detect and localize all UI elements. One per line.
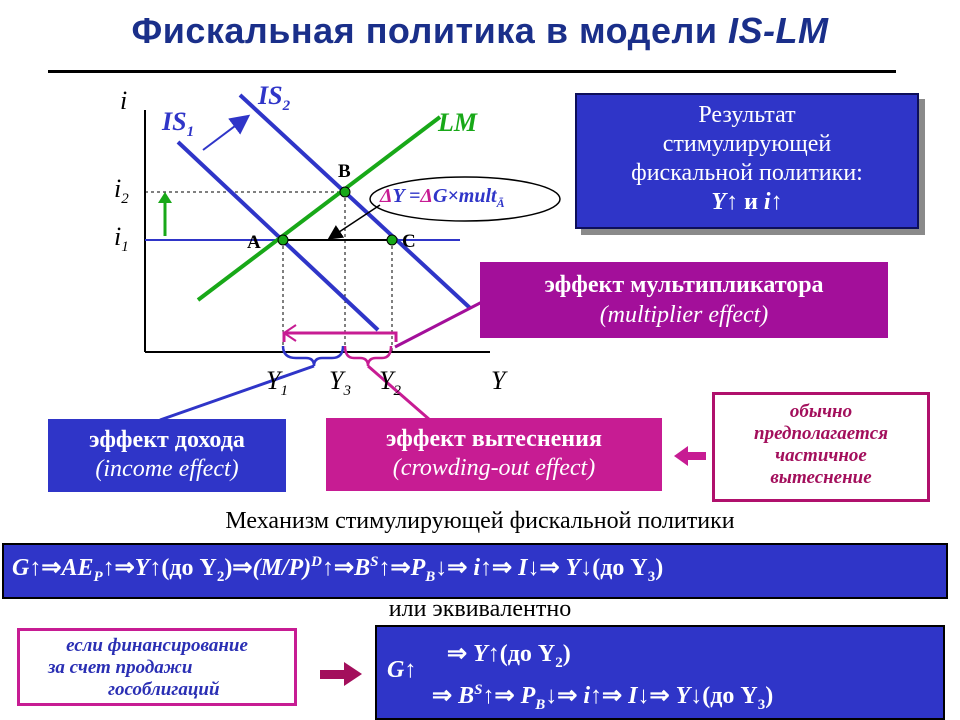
implies-icon: ⇒	[602, 683, 623, 709]
note-line-1: обычно	[789, 401, 853, 422]
multiplier-formula: ΔY =ΔG×mult$_Ā$	[380, 185, 505, 210]
down-arrow-icon: ↓	[545, 683, 558, 709]
income-subtitle: (income effect)	[95, 456, 239, 482]
implies-icon: ⇒	[41, 555, 62, 581]
y-axis-label: Y	[491, 366, 506, 395]
implies-icon: ⇒	[492, 555, 513, 581]
point-a-label: A	[247, 232, 261, 253]
i-rise-arrowhead	[158, 192, 172, 203]
down-arrow-icon: ↓	[690, 683, 703, 709]
finance-line-3: гособлигаций	[108, 679, 220, 700]
crowding-subtitle: (crowding-out effect)	[392, 455, 596, 481]
point-b-label: B	[338, 161, 351, 182]
finance-line-2: за счет продажи	[48, 657, 193, 678]
implies-icon: ⇒	[494, 683, 515, 709]
is-shift-arrow	[203, 117, 247, 150]
point-b-marker	[340, 187, 350, 197]
alternative-chain	[375, 625, 945, 720]
crowding-effect-box	[326, 418, 662, 491]
implies-icon: ⇒	[334, 555, 355, 581]
i2-label: $i_2$	[114, 174, 129, 208]
up-arrow-icon: ↑	[770, 189, 783, 215]
i-axis-label: i	[120, 86, 128, 115]
up-arrow-icon: ↑	[487, 641, 500, 667]
down-arrow-icon: ↓	[637, 683, 650, 709]
multiplier-title: эффект мультипликатора	[544, 272, 824, 298]
up-arrow-icon: ↑	[29, 555, 42, 581]
alt-g: G↑	[387, 657, 417, 683]
up-arrow-icon: ↑	[149, 555, 162, 581]
finance-arrow-head	[344, 662, 362, 686]
usually-arrow-shaft	[686, 452, 706, 460]
crowding-brace	[345, 346, 391, 366]
up-arrow-icon: ↑	[480, 555, 493, 581]
income-connector	[160, 366, 314, 420]
up-arrow-icon: ↑	[726, 189, 739, 215]
title-text: Фискальная политика в модели	[131, 10, 729, 51]
note-line-2: предполагается	[754, 423, 888, 444]
up-arrow-icon: ↑	[482, 683, 495, 709]
result-line-4: Y↑ и i↑	[711, 189, 783, 215]
result-line-1: Результат	[698, 102, 796, 128]
implies-icon: ⇒	[539, 555, 560, 581]
implies-icon: ⇒	[114, 555, 135, 581]
point-c-label: C	[402, 231, 416, 252]
is1-label: $IS_1$	[162, 107, 195, 141]
income-brace	[283, 346, 343, 366]
implies-icon: ⇒	[649, 683, 670, 709]
point-a-marker	[278, 235, 288, 245]
up-arrow-icon: ↑	[590, 683, 603, 709]
crowding-title: эффект вытеснения	[386, 426, 602, 452]
income-title: эффект дохода	[89, 427, 245, 453]
y1-label: $Y_1$	[266, 366, 288, 400]
down-arrow-icon: ↓	[527, 555, 540, 581]
equivalent-label: или эквивалентно	[388, 596, 572, 622]
i1-label: $i_1$	[114, 222, 129, 256]
multiplier-effect-box	[480, 262, 888, 338]
implies-icon: ⇒	[390, 555, 411, 581]
result-line-3: фискальной политики:	[631, 160, 863, 186]
finance-line-1: если финансирование	[66, 635, 248, 656]
usually-arrow-head	[674, 446, 688, 466]
result-box	[575, 93, 919, 229]
income-effect-box	[48, 419, 286, 492]
alt-line-2: ⇒ $B^S↑\Rightarrow$ $P_B↓\Rightarrow$ i↑⇒ I↓⇒ Y↓(до $Y_3$)	[432, 682, 774, 713]
y3-label: $Y_3$	[329, 366, 351, 400]
up-arrow-icon: ↑	[322, 555, 334, 581]
lm-label: LM	[438, 108, 477, 137]
multiplier-subtitle: (multiplier effect)	[599, 302, 769, 328]
partial-crowding-note	[712, 392, 930, 502]
mechanism-title: Механизм стимулирующей фискальной политики	[225, 508, 735, 534]
implies-icon: ⇒	[232, 555, 253, 581]
formula-pointer	[330, 205, 380, 238]
implies-icon: ⇒	[447, 555, 468, 581]
note-line-4: вытеснение	[770, 467, 872, 488]
up-arrow-icon: ↑	[102, 555, 115, 581]
up-arrow-icon: ↑	[404, 657, 417, 683]
down-arrow-icon: ↓	[580, 555, 593, 581]
multiplier-bracket	[284, 333, 396, 342]
bond-financing-note	[17, 628, 297, 706]
note-line-3: частичное	[775, 445, 867, 466]
multiplier-connector	[395, 302, 482, 347]
y2-label: $Y_2$	[379, 366, 401, 400]
result-line-2: стимулирующей	[662, 131, 832, 157]
up-arrow-icon: ↑	[378, 555, 391, 581]
point-c-marker	[387, 235, 397, 245]
is2-label: $IS_2$	[258, 81, 291, 115]
alt-line-1: ⇒ Y↑(до $Y_2$)	[447, 641, 571, 671]
down-arrow-icon: ↓	[435, 555, 448, 581]
implies-icon: ⇒	[447, 641, 468, 667]
implies-icon: ⇒	[432, 683, 453, 709]
implies-icon: ⇒	[557, 683, 578, 709]
finance-arrow-shaft	[320, 670, 346, 679]
title-model: IS-LM	[728, 10, 829, 51]
mechanism-chain: $G↑\Rightarrow AE_P↑\Rightarrow Y↑(до$ $Y_2)\Rightarrow(M/P)^D↑\Rightarrow B^S↑\Rightarrow P_B↓\Rightarrow$ i↑⇒ I↓⇒ Y↓(до $Y_3$)	[2, 543, 948, 599]
